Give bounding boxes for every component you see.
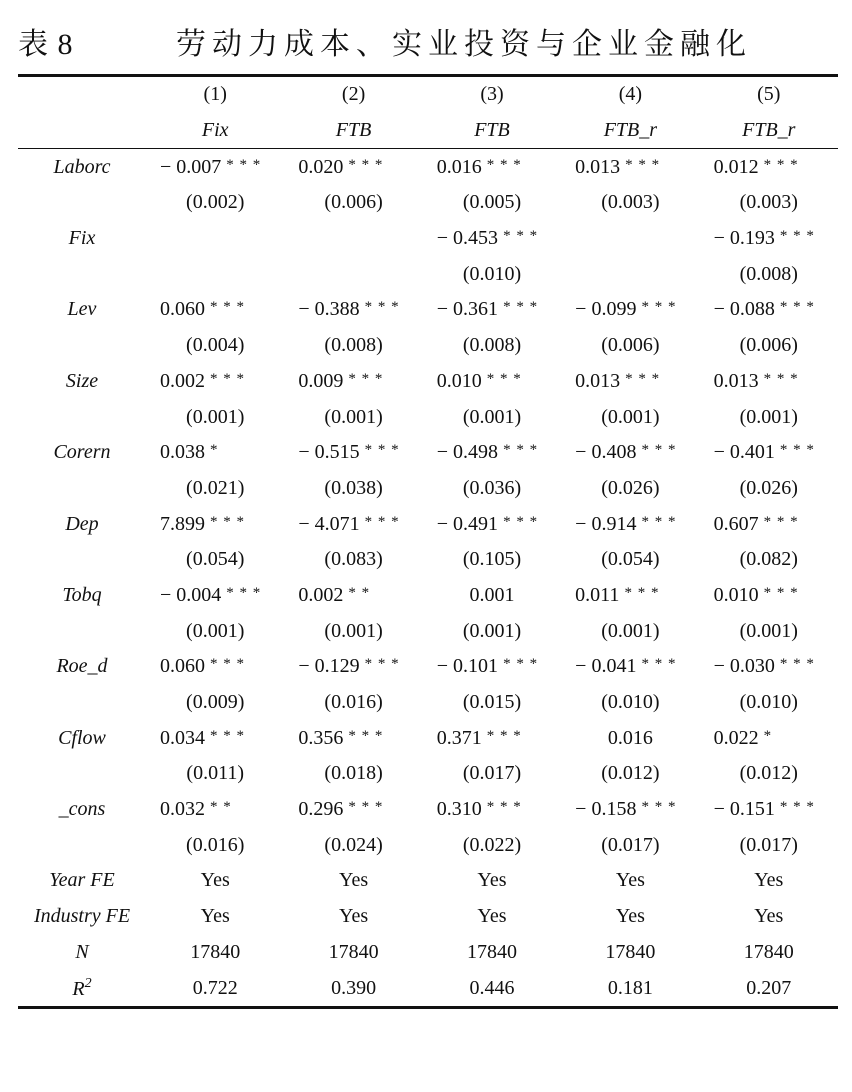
coefficient-value: 0.010 <box>436 369 482 392</box>
significance-stars: * * * <box>625 156 661 173</box>
coefficient-cell <box>423 292 561 328</box>
table-header <box>18 76 838 149</box>
significance-stars: * * <box>210 799 232 816</box>
column-number: (4) <box>561 76 699 113</box>
coefficient-cell <box>284 506 422 542</box>
standard-error-cell: (0.017) <box>739 833 798 856</box>
coefficient-cell <box>700 578 838 614</box>
variable-name: _cons <box>58 798 106 821</box>
coefficient-cell <box>423 364 561 400</box>
column-number: (3) <box>423 76 561 113</box>
coefficient-cell <box>561 221 699 257</box>
coefficient-cell <box>146 221 284 257</box>
coefficient-value: − 0.498 <box>436 441 499 464</box>
standard-error-cell: (0.022) <box>462 833 522 856</box>
coefficient-row <box>18 792 838 828</box>
row-label: Year FE <box>49 869 115 892</box>
row-blank <box>18 542 146 578</box>
significance-stars: * * * <box>503 442 539 459</box>
row-value: 17840 <box>605 940 656 963</box>
coefficient-row <box>18 435 838 471</box>
row-value: 17840 <box>466 940 517 963</box>
dependent-variable: FTB_r <box>700 113 838 149</box>
standard-error-cell: (0.001) <box>601 405 660 428</box>
standard-error-cell: (0.054) <box>186 548 245 571</box>
significance-stars: * * * <box>348 799 384 816</box>
significance-stars: * * * <box>364 299 400 316</box>
standard-error-row <box>18 827 838 863</box>
coefficient-value: 0.013 <box>713 369 759 392</box>
coefficient-cell <box>146 292 284 328</box>
coefficient-row <box>18 649 838 685</box>
standard-error-cell: (0.001) <box>186 405 245 428</box>
standard-error-cell: (0.105) <box>462 548 522 571</box>
row-blank <box>18 185 146 221</box>
significance-stars: * * * <box>779 228 815 245</box>
row-blank <box>18 613 146 649</box>
standard-error-cell <box>561 256 699 292</box>
standard-error-cell: (0.001) <box>324 405 383 428</box>
control-row <box>18 935 838 971</box>
significance-stars: * * * <box>763 584 799 601</box>
coefficient-value: − 0.491 <box>436 512 499 535</box>
column-number: (1) <box>146 76 284 113</box>
coefficient-cell <box>284 364 422 400</box>
standard-error-cell: (0.021) <box>186 476 245 499</box>
coefficient-cell <box>284 649 422 685</box>
standard-error-cell: (0.003) <box>739 191 798 214</box>
standard-error-cell: (0.010) <box>739 691 798 714</box>
r-squared-value: 0.207 <box>700 970 838 1007</box>
row-label: Industry FE <box>33 905 131 928</box>
coefficient-cell <box>146 649 284 685</box>
standard-error-row <box>18 685 838 721</box>
table-title: 劳动力成本、实业投资与企业金融化 <box>176 28 752 61</box>
r-squared-row <box>18 970 838 1007</box>
standard-error-cell: (0.010) <box>601 691 660 714</box>
significance-stars: * * * <box>486 370 522 387</box>
significance-stars: * * * <box>348 370 384 387</box>
coefficient-cell <box>423 578 561 614</box>
standard-error-cell: (0.006) <box>739 334 798 357</box>
coefficient-cell <box>700 792 838 828</box>
coefficient-cell <box>146 578 284 614</box>
coefficient-value: − 0.088 <box>713 298 775 321</box>
coefficient-cell <box>146 435 284 471</box>
significance-stars: * * * <box>503 299 539 316</box>
significance-stars: * * * <box>763 370 799 387</box>
header-blank <box>18 76 146 113</box>
coefficient-row <box>18 364 838 400</box>
row-blank <box>18 399 146 435</box>
row-value: 17840 <box>743 940 794 963</box>
coefficient-value: − 0.408 <box>575 441 637 464</box>
coefficient-cell <box>284 435 422 471</box>
coefficient-cell <box>561 720 699 756</box>
coefficient-value: − 0.914 <box>575 512 637 535</box>
coefficient-cell <box>284 221 422 257</box>
coefficient-cell <box>423 149 561 185</box>
coefficient-value: 0.001 <box>469 583 515 606</box>
coefficient-value: − 0.151 <box>713 798 775 821</box>
dependent-variable: FTB_r <box>561 113 699 149</box>
coefficient-cell <box>146 506 284 542</box>
coefficient-cell <box>146 720 284 756</box>
coefficient-value: − 0.193 <box>713 227 775 250</box>
table-body <box>18 149 838 1008</box>
significance-stars: * <box>210 442 219 459</box>
significance-stars: * * * <box>779 442 815 459</box>
row-blank <box>18 471 146 507</box>
significance-stars: * * * <box>503 656 539 673</box>
row-value: Yes <box>477 905 507 928</box>
significance-stars: * * * <box>625 370 661 387</box>
coefficient-value: − 0.030 <box>713 655 775 678</box>
standard-error-cell: (0.004) <box>186 334 245 357</box>
coefficient-cell <box>561 506 699 542</box>
coefficient-value: 0.296 <box>298 798 344 821</box>
coefficient-value: − 0.453 <box>436 227 499 250</box>
coefficient-value: − 0.101 <box>436 655 499 678</box>
variable-name: Cflow <box>58 726 106 749</box>
table-caption <box>18 16 838 66</box>
standard-error-cell: (0.054) <box>601 548 660 571</box>
standard-error-cell <box>146 256 284 292</box>
coefficient-cell <box>700 649 838 685</box>
coefficient-cell <box>700 364 838 400</box>
row-value: Yes <box>200 905 230 928</box>
r-squared-value: 0.722 <box>146 970 284 1007</box>
row-value: Yes <box>754 869 784 892</box>
column-number: (5) <box>700 76 838 113</box>
significance-stars: * * * <box>503 228 539 245</box>
coefficient-cell <box>284 149 422 185</box>
row-blank <box>18 256 146 292</box>
coefficient-cell <box>284 578 422 614</box>
significance-stars: * * * <box>364 513 400 530</box>
coefficient-value: − 0.129 <box>298 655 360 678</box>
significance-stars: * * * <box>348 156 384 173</box>
standard-error-cell: (0.015) <box>462 691 522 714</box>
column-number-row <box>18 76 838 113</box>
header-blank <box>18 113 146 149</box>
coefficient-value: − 0.158 <box>575 798 637 821</box>
significance-stars: * * * <box>503 513 539 530</box>
variable-name: Tobq <box>62 583 102 606</box>
coefficient-cell <box>284 292 422 328</box>
standard-error-cell: (0.001) <box>462 405 522 428</box>
coefficient-cell <box>561 792 699 828</box>
standard-error-cell: (0.038) <box>324 476 383 499</box>
row-blank <box>18 685 146 721</box>
coefficient-cell <box>561 292 699 328</box>
coefficient-cell <box>561 364 699 400</box>
r-squared-value: 0.446 <box>423 970 561 1007</box>
coefficient-value: 0.371 <box>436 726 482 749</box>
coefficient-value: 0.356 <box>298 726 344 749</box>
variable-name: Corern <box>53 441 111 464</box>
standard-error-cell: (0.001) <box>324 619 383 642</box>
row-value: 17840 <box>328 940 379 963</box>
coefficient-row <box>18 149 838 185</box>
coefficient-value: 0.016 <box>436 155 482 178</box>
significance-stars: * * * <box>210 513 245 530</box>
significance-stars: * * * <box>779 299 815 316</box>
coefficient-row <box>18 292 838 328</box>
dependent-variable-row <box>18 113 838 149</box>
significance-stars: * * * <box>641 799 677 816</box>
standard-error-row <box>18 471 838 507</box>
coefficient-cell <box>423 506 561 542</box>
coefficient-value: − 0.361 <box>436 298 499 321</box>
standard-error-cell: (0.011) <box>186 762 244 785</box>
coefficient-cell <box>700 720 838 756</box>
coefficient-value: 0.010 <box>713 583 759 606</box>
variable-name: Roe_d <box>56 655 108 678</box>
standard-error-cell: (0.001) <box>739 405 798 428</box>
standard-error-cell: (0.082) <box>739 548 798 571</box>
standard-error-cell: (0.001) <box>186 619 245 642</box>
dependent-variable: FTB <box>284 113 422 149</box>
standard-error-row <box>18 399 838 435</box>
coefficient-cell <box>423 221 561 257</box>
coefficient-cell <box>561 649 699 685</box>
row-value: Yes <box>339 869 369 892</box>
coefficient-cell <box>700 292 838 328</box>
standard-error-cell: (0.016) <box>324 691 383 714</box>
standard-error-row <box>18 256 838 292</box>
coefficient-cell <box>423 435 561 471</box>
standard-error-cell: (0.002) <box>186 191 245 214</box>
standard-error-cell: (0.005) <box>462 191 522 214</box>
coefficient-value: 0.016 <box>607 726 653 749</box>
r-squared-value: 0.390 <box>284 970 422 1007</box>
coefficient-cell <box>700 506 838 542</box>
standard-error-cell: (0.008) <box>324 334 383 357</box>
significance-stars: * * * <box>210 727 245 744</box>
standard-error-cell: (0.003) <box>601 191 660 214</box>
coefficient-value: 0.013 <box>575 155 621 178</box>
variable-name: Fix <box>68 227 96 250</box>
row-blank <box>18 756 146 792</box>
coefficient-value: − 0.007 <box>160 155 222 178</box>
standard-error-cell: (0.017) <box>462 762 522 785</box>
row-value: Yes <box>615 905 645 928</box>
row-label: N <box>75 940 89 963</box>
coefficient-cell <box>423 649 561 685</box>
coefficient-value: 0.002 <box>298 583 344 606</box>
coefficient-cell <box>284 720 422 756</box>
significance-stars: * * * <box>641 442 677 459</box>
standard-error-row <box>18 756 838 792</box>
variable-name: Size <box>65 369 99 392</box>
standard-error-cell: (0.001) <box>462 619 522 642</box>
coefficient-value: 0.022 <box>713 726 759 749</box>
significance-stars: * * * <box>364 656 400 673</box>
r-squared-letter: R <box>72 977 85 1000</box>
significance-stars: * * * <box>763 513 799 530</box>
significance-stars: * <box>763 727 773 744</box>
coefficient-row <box>18 221 838 257</box>
row-value: Yes <box>339 905 369 928</box>
coefficient-cell <box>423 792 561 828</box>
standard-error-cell: (0.001) <box>601 619 660 642</box>
coefficient-value: 0.012 <box>713 155 759 178</box>
standard-error-cell: (0.010) <box>462 262 522 285</box>
row-blank <box>18 827 146 863</box>
coefficient-value: 0.020 <box>298 155 344 178</box>
standard-error-cell: (0.083) <box>324 548 383 571</box>
coefficient-value: 0.060 <box>160 298 205 321</box>
significance-stars: * * * <box>486 799 522 816</box>
significance-stars: * * * <box>779 656 815 673</box>
significance-stars: * * * <box>641 299 677 316</box>
standard-error-cell: (0.018) <box>324 762 383 785</box>
dependent-variable: Fix <box>146 113 284 149</box>
row-value: Yes <box>477 869 507 892</box>
coefficient-value: 0.034 <box>160 726 205 749</box>
coefficient-cell <box>561 435 699 471</box>
significance-stars: * * * <box>641 513 677 530</box>
coefficient-value: − 0.099 <box>575 298 637 321</box>
coefficient-value: − 0.004 <box>160 583 222 606</box>
significance-stars: * * * <box>641 656 677 673</box>
coefficient-cell <box>284 792 422 828</box>
row-blank <box>18 328 146 364</box>
significance-stars: * * * <box>226 584 262 601</box>
coefficient-value: − 0.041 <box>575 655 637 678</box>
r-squared-label <box>18 970 146 1007</box>
control-row <box>18 863 838 899</box>
coefficient-value: − 4.071 <box>298 512 360 535</box>
coefficient-row <box>18 506 838 542</box>
standard-error-cell: (0.006) <box>601 334 660 357</box>
r-squared-value: 0.181 <box>561 970 699 1007</box>
coefficient-value: 0.009 <box>298 369 344 392</box>
standard-error-cell: (0.017) <box>601 833 660 856</box>
table-number: 表 8 <box>18 28 74 61</box>
standard-error-cell: (0.012) <box>601 762 660 785</box>
standard-error-cell: (0.016) <box>186 833 245 856</box>
coefficient-cell <box>561 149 699 185</box>
dependent-variable: FTB <box>423 113 561 149</box>
standard-error-row <box>18 328 838 364</box>
coefficient-row <box>18 578 838 614</box>
coefficient-value: 0.607 <box>713 512 759 535</box>
significance-stars: * * * <box>348 727 384 744</box>
coefficient-cell <box>146 792 284 828</box>
standard-error-cell: (0.006) <box>324 191 383 214</box>
significance-stars: * * * <box>364 442 400 459</box>
significance-stars: * * * <box>210 299 245 316</box>
row-value: Yes <box>200 869 230 892</box>
coefficient-value: − 0.515 <box>298 441 360 464</box>
coefficient-value: 0.011 <box>575 583 620 606</box>
significance-stars: * * * <box>486 156 522 173</box>
coefficient-cell <box>146 149 284 185</box>
standard-error-cell: (0.024) <box>324 833 383 856</box>
coefficient-cell <box>423 720 561 756</box>
r-squared-exponent: 2 <box>84 975 92 991</box>
coefficient-value: 0.002 <box>160 369 205 392</box>
significance-stars: * * * <box>210 370 245 387</box>
coefficient-value: 0.060 <box>160 655 205 678</box>
row-value: Yes <box>754 905 784 928</box>
coefficient-value: 0.310 <box>436 798 482 821</box>
column-number: (2) <box>284 76 422 113</box>
coefficient-cell <box>146 364 284 400</box>
significance-stars: * * * <box>226 156 262 173</box>
variable-name: Dep <box>65 512 99 535</box>
variable-name: Laborc <box>53 155 111 178</box>
coefficient-cell <box>700 435 838 471</box>
standard-error-cell: (0.036) <box>462 476 522 499</box>
variable-name: Lev <box>67 298 97 321</box>
coefficient-row <box>18 720 838 756</box>
standard-error-cell: (0.026) <box>601 476 660 499</box>
standard-error-row <box>18 185 838 221</box>
standard-error-cell: (0.026) <box>739 476 798 499</box>
standard-error-cell: (0.008) <box>739 262 798 285</box>
coefficient-value: 0.013 <box>575 369 621 392</box>
standard-error-cell: (0.008) <box>462 334 522 357</box>
significance-stars: * * * <box>624 584 660 601</box>
significance-stars: * * * <box>486 727 522 744</box>
coefficient-value: 0.032 <box>160 798 205 821</box>
row-value: Yes <box>615 869 645 892</box>
coefficient-cell <box>700 149 838 185</box>
significance-stars: * * <box>348 584 371 601</box>
standard-error-row <box>18 613 838 649</box>
coefficient-value: 7.899 <box>160 512 205 535</box>
coefficient-value: − 0.401 <box>713 441 775 464</box>
coefficient-value: − 0.388 <box>298 298 360 321</box>
coefficient-value: 0.038 <box>160 441 205 464</box>
row-value: 17840 <box>190 940 241 963</box>
standard-error-row <box>18 542 838 578</box>
standard-error-cell: (0.001) <box>739 619 798 642</box>
control-row <box>18 899 838 935</box>
standard-error-cell <box>284 256 422 292</box>
regression-table <box>18 74 838 1009</box>
standard-error-cell: (0.012) <box>739 762 798 785</box>
significance-stars: * * * <box>210 656 245 673</box>
coefficient-cell <box>700 221 838 257</box>
standard-error-cell: (0.009) <box>186 691 245 714</box>
coefficient-cell <box>561 578 699 614</box>
significance-stars: * * * <box>763 156 799 173</box>
significance-stars: * * * <box>779 799 815 816</box>
